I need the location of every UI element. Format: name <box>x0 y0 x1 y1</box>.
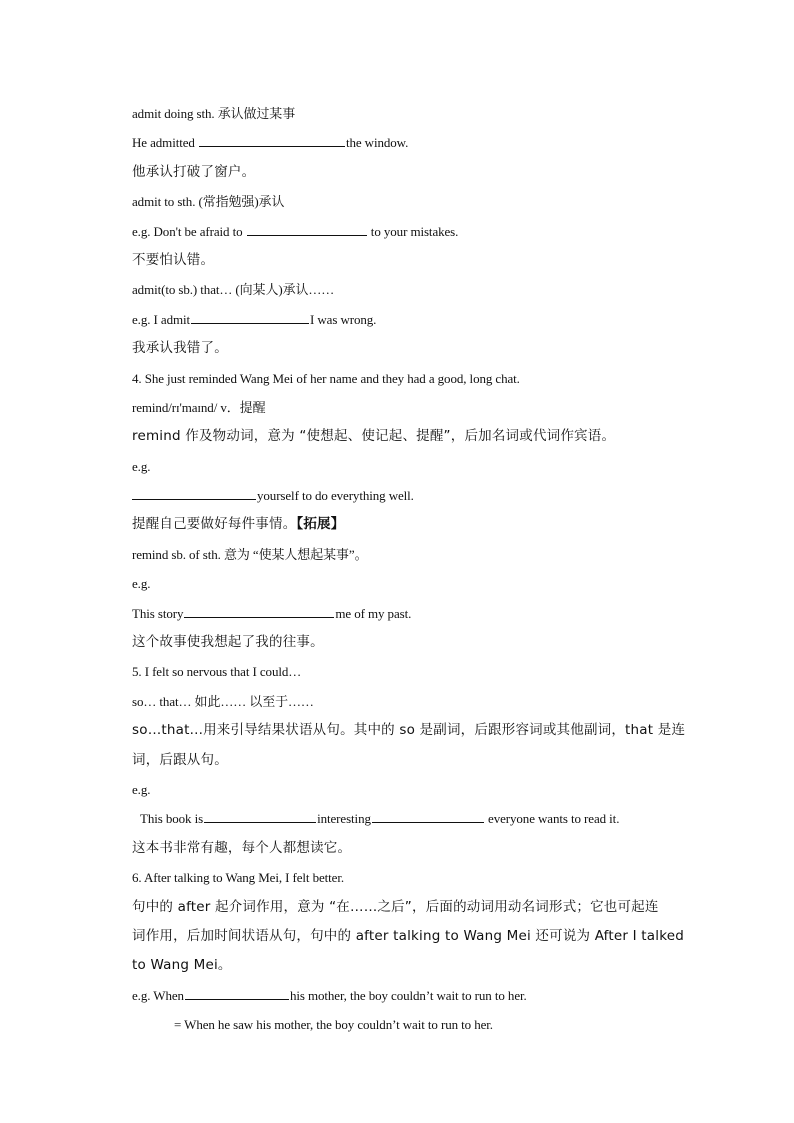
example-suffix: yourself to do everything well. <box>257 488 414 504</box>
text-line <box>132 540 664 569</box>
translation-line <box>132 158 664 187</box>
fill-blank[interactable] <box>199 132 345 147</box>
text-line <box>132 275 664 304</box>
example-prefix: He admitted <box>132 135 198 151</box>
explanation-line <box>132 422 664 451</box>
example-prefix: This book is <box>140 811 204 827</box>
explanation-text: 词，后跟从句。 <box>132 751 228 768</box>
eg-label <box>132 452 664 481</box>
section-sentence: 4. She just reminded Wang Mei of her name and they had a good, long chat. <box>132 370 520 386</box>
translation-text: 这本书非常有趣，每个人都想读它。 <box>132 839 352 856</box>
translation-line <box>132 834 664 863</box>
translation-text: 这个故事使我想起了我的往事。 <box>132 634 324 651</box>
example-line <box>132 481 664 510</box>
example-suffix: I was wrong. <box>310 311 377 327</box>
fill-blank[interactable] <box>185 985 289 1000</box>
example-prefix: e.g. When <box>132 987 184 1003</box>
phrase-admit-that: admit(to sb.) that… (向某人)承认…… <box>132 282 335 298</box>
translation-text: 不要怕认错。 <box>132 251 215 268</box>
phrase-remind-of: remind sb. of sth. 意为 “使某人想起某事”。 <box>132 546 368 562</box>
fill-blank[interactable] <box>191 309 309 324</box>
eg-text: e.g. <box>132 458 151 474</box>
fill-blank[interactable] <box>184 603 334 618</box>
translation-line <box>132 510 664 539</box>
translation-line <box>132 628 664 657</box>
phrase-admit-doing: admit doing sth. 承认做过某事 <box>132 106 296 121</box>
explanation-line <box>132 922 685 951</box>
example-suffix: everyone wants to read it. <box>484 811 620 827</box>
section-heading-4 <box>132 364 664 393</box>
explanation-text: so…that...用来引导结果状语从句。其中的 so 是副词，后跟形容词或其他副词，that 是连 <box>132 722 686 739</box>
example-line <box>132 1010 664 1039</box>
eg-label <box>132 569 664 598</box>
vocab-remind: remind/rɪ'maɪnd/ v．提醒 <box>132 399 266 415</box>
example-suffix: his mother, the boy couldn’t wait to run to her. <box>289 987 527 1003</box>
text-line <box>132 687 664 716</box>
explanation-text: 词作用，后加时间状语从句，句中的 after talking to Wang Mei 还可说为 After I talked <box>132 927 685 944</box>
fill-blank[interactable] <box>247 221 367 236</box>
example-line <box>132 804 664 833</box>
example-line <box>132 305 664 334</box>
explanation-line <box>132 746 664 775</box>
fill-blank[interactable] <box>372 808 484 823</box>
explanation-line <box>132 951 664 980</box>
section-heading-6 <box>132 863 664 892</box>
example-prefix: e.g. Don't be afraid to <box>132 223 246 239</box>
vocab-line <box>132 393 664 422</box>
document-page <box>132 99 686 1040</box>
eg-text: e.g. <box>132 576 151 592</box>
example-suffix: me of my past. <box>335 605 412 621</box>
example-line <box>132 128 664 157</box>
text-line <box>132 99 664 128</box>
example-line <box>132 599 664 628</box>
example-middle: interesting <box>317 811 371 827</box>
section-heading-5 <box>132 657 664 686</box>
example-suffix: the window. <box>345 135 409 151</box>
explanation-text: remind 作及物动词，意为 “使想起、使记起、提醒”，后加名词或代词作宾语。 <box>132 428 616 445</box>
expand-tag: 【拓展】 <box>296 516 345 533</box>
explanation-text: to Wang Mei。 <box>132 957 232 974</box>
example-line <box>132 217 664 246</box>
fill-blank[interactable] <box>204 808 316 823</box>
explanation-line <box>132 716 686 745</box>
explanation-text: 句中的 after 起介词作用，意为 “在……之后”，后面的动词用动名词形式；它也可起连 <box>132 898 659 915</box>
translation-line <box>132 334 664 363</box>
translation-text: 提醒自己要做好每件事情。 <box>132 516 297 533</box>
translation-line <box>132 246 664 275</box>
example-equivalent: = When he saw his mother, the boy couldn’t wait to run to her. <box>174 1017 493 1033</box>
translation-text: 我承认我错了。 <box>132 340 228 357</box>
example-prefix: This story <box>132 605 184 621</box>
explanation-line <box>132 893 664 922</box>
eg-text: e.g. <box>132 781 151 797</box>
translation-text: 他承认打破了窗户。 <box>132 163 256 180</box>
phrase-admit-to: admit to sth. (常指勉强)承认 <box>132 194 285 210</box>
section-sentence: 6. After talking to Wang Mei, I felt better. <box>132 870 345 886</box>
phrase-so-that: so… that… 如此…… 以至于…… <box>132 693 314 709</box>
section-sentence: 5. I felt so nervous that I could… <box>132 664 302 680</box>
fill-blank[interactable] <box>132 485 256 500</box>
eg-label <box>132 775 664 804</box>
text-line <box>132 187 664 216</box>
example-line <box>132 981 664 1010</box>
example-prefix: e.g. I admit <box>132 311 191 327</box>
example-suffix: to your mistakes. <box>367 223 459 239</box>
